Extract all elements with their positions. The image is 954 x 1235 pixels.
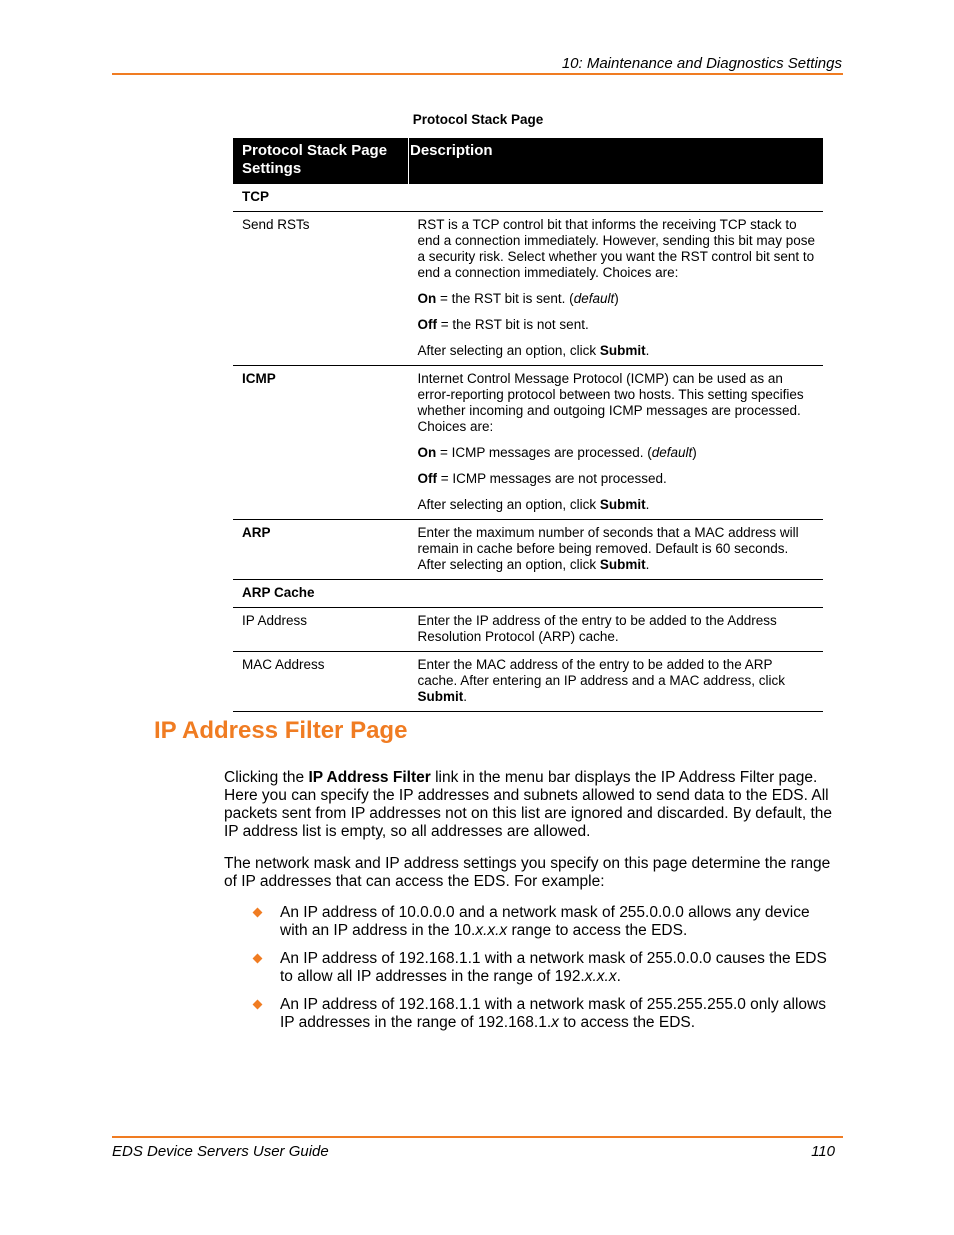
choice-off: Off = ICMP messages are not processed. bbox=[417, 471, 667, 486]
row-setting: ARP bbox=[233, 520, 409, 580]
table-caption: Protocol Stack Page bbox=[412, 112, 544, 127]
row-description bbox=[409, 184, 824, 212]
row-description: Enter the IP address of the entry to be added to the Address Resolution Protocol (ARP) cache. bbox=[409, 608, 824, 652]
choice-off: Off = the RST bit is not sent. bbox=[417, 317, 589, 332]
diamond-bullet-icon bbox=[253, 908, 263, 918]
table-row-mac-address bbox=[233, 652, 823, 712]
description-text: RST is a TCP control bit that informs the receiving TCP stack to end a connection immediately. However, sending this bit may pose a security risk. Select whether you want the RST control bit sent to end a connection immediately. Choices are: bbox=[417, 217, 815, 280]
choice-on: On = ICMP messages are processed. (default) bbox=[417, 445, 697, 460]
list-item: An IP address of 192.168.1.1 with a network mask of 255.0.0.0 causes the EDS to allow all IP addresses in the range of 192.x.x.x. bbox=[250, 950, 840, 986]
protocol-stack-table bbox=[233, 138, 823, 712]
intro-paragraph: Clicking the IP Address Filter link in the menu bar displays the IP Address Filter page. Here you can specify the IP addresses and subnets allowed to send data to the EDS. All packets sent from IP addresses not on this list are ignored and discarded. By default, the IP address list is empty, so all addresses are allowed. bbox=[224, 769, 833, 840]
example-list bbox=[250, 904, 840, 1042]
row-setting: IP Address bbox=[233, 608, 409, 652]
row-description bbox=[409, 212, 824, 366]
footer-rule bbox=[112, 1136, 843, 1138]
table-row-tcp bbox=[233, 184, 823, 212]
after-note: After selecting an option, click Submit. bbox=[417, 343, 650, 358]
choice-on: On = the RST bit is sent. (default) bbox=[417, 291, 619, 306]
table-row-ip-address bbox=[233, 608, 823, 652]
row-description: Enter the MAC address of the entry to be added to the ARP cache. After entering an IP address and a MAC address, click Submit. bbox=[409, 652, 824, 712]
footer-guide-title: EDS Device Servers User Guide bbox=[112, 1143, 329, 1160]
row-setting: MAC Address bbox=[233, 652, 409, 712]
row-description bbox=[409, 580, 824, 608]
list-item: An IP address of 10.0.0.0 and a network mask of 255.0.0.0 allows any device with an IP address in the 10.x.x.x range to access the EDS. bbox=[250, 904, 840, 940]
table-row-icmp bbox=[233, 366, 823, 520]
diamond-bullet-icon bbox=[253, 954, 263, 964]
page-number: 110 bbox=[811, 1143, 835, 1160]
table-header-row bbox=[233, 138, 823, 184]
table-row-send-rsts bbox=[233, 212, 823, 366]
table-row-arp bbox=[233, 520, 823, 580]
row-setting: ICMP bbox=[233, 366, 409, 520]
after-note: After selecting an option, click Submit. bbox=[417, 497, 650, 512]
description-text: Internet Control Message Protocol (ICMP) can be used as an error-reporting protocol between two hosts. This setting specifies whether incoming and outgoing ICMP messages are processed. Choices are: bbox=[417, 371, 804, 434]
column-header-settings: Protocol Stack Page Settings bbox=[233, 138, 409, 184]
example-paragraph: The network mask and IP address settings you specify on this page determine the range of IP addresses that can access the EDS. For example: bbox=[224, 855, 831, 890]
row-setting: Send RSTs bbox=[233, 212, 409, 366]
row-setting: TCP bbox=[233, 184, 409, 212]
row-setting: ARP Cache bbox=[233, 580, 409, 608]
column-header-description: Description bbox=[409, 138, 824, 184]
diamond-bullet-icon bbox=[253, 1000, 263, 1010]
running-header: 10: Maintenance and Diagnostics Settings bbox=[561, 55, 842, 72]
list-item: An IP address of 192.168.1.1 with a network mask of 255.255.255.0 only allows IP addresses in the range of 192.168.1.x to access the EDS. bbox=[250, 996, 840, 1032]
row-description: Enter the maximum number of seconds that a MAC address will remain in cache before being removed. Default is 60 seconds. After selecting an option, click Submit. bbox=[409, 520, 824, 580]
table-row-arp-cache bbox=[233, 580, 823, 608]
header-rule bbox=[112, 73, 843, 75]
section-title: IP Address Filter Page bbox=[154, 717, 408, 744]
row-description bbox=[409, 366, 824, 520]
